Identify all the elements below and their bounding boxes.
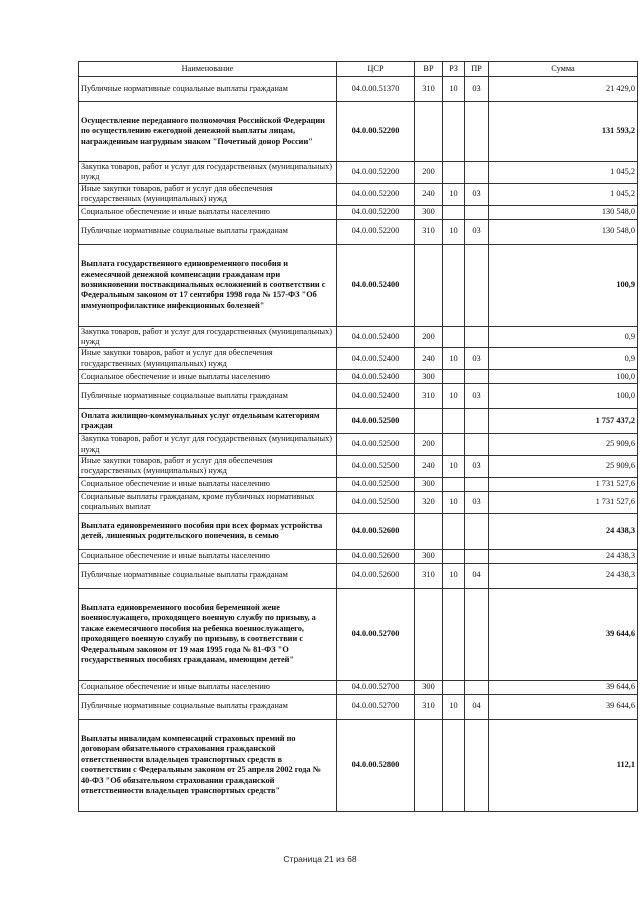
cell-name: Закупка товаров, работ и услуг для государственных (муниципальных) нужд xyxy=(79,434,337,456)
table-row xyxy=(79,205,638,219)
cell-name: Оплата жилищно-коммунальных услуг отдельным категориям граждан xyxy=(79,409,337,434)
cell-pr xyxy=(465,102,489,162)
cell-pr: 04 xyxy=(465,694,489,719)
budget-table xyxy=(78,61,638,812)
cell-csr: 04.0.00.52500 xyxy=(337,491,415,513)
cell-name: Социальное обеспечение и иные выплаты населению xyxy=(79,680,337,694)
table-row xyxy=(79,77,638,102)
cell-rz xyxy=(443,719,465,811)
cell-pr: 03 xyxy=(465,456,489,478)
cell-csr: 04.0.00.52500 xyxy=(337,434,415,456)
cell-pr xyxy=(465,719,489,811)
cell-csr: 04.0.00.52400 xyxy=(337,326,415,348)
cell-csr: 04.0.00.52500 xyxy=(337,456,415,478)
cell-vr xyxy=(415,513,443,549)
cell-csr: 04.0.00.52200 xyxy=(337,102,415,162)
table-row xyxy=(79,694,638,719)
table-body xyxy=(79,77,638,812)
cell-sum: 24 438,3 xyxy=(489,549,638,563)
table-row xyxy=(79,491,638,513)
cell-sum: 1 731 527,6 xyxy=(489,477,638,491)
cell-vr: 310 xyxy=(415,694,443,719)
table-row xyxy=(79,719,638,811)
table-row xyxy=(79,549,638,563)
cell-vr: 200 xyxy=(415,162,443,184)
cell-sum: 0,9 xyxy=(489,326,638,348)
table-row xyxy=(79,162,638,184)
cell-name: Выплата государственного единовременного пособия и ежемесячной денежной компенсации гражданам при возникновении поствакцинальных осложнений в соответствии с Федеральным законом от 17 сентября 1998 года № 157-ФЗ "Об иммунопрофилактике инфекционных болезней" xyxy=(79,244,337,326)
cell-sum: 131 593,2 xyxy=(489,102,638,162)
cell-csr: 04.0.00.52500 xyxy=(337,477,415,491)
cell-pr xyxy=(465,409,489,434)
cell-rz: 10 xyxy=(443,491,465,513)
cell-pr xyxy=(465,434,489,456)
cell-pr: 03 xyxy=(465,77,489,102)
cell-rz xyxy=(443,588,465,680)
cell-csr: 04.0.00.52700 xyxy=(337,680,415,694)
cell-csr: 04.0.00.52200 xyxy=(337,219,415,244)
cell-rz xyxy=(443,162,465,184)
cell-csr: 04.0.00.52400 xyxy=(337,384,415,409)
cell-vr: 240 xyxy=(415,183,443,205)
cell-sum: 130 548,0 xyxy=(489,219,638,244)
cell-sum: 1 045,2 xyxy=(489,162,638,184)
cell-rz xyxy=(443,513,465,549)
cell-name: Иные закупки товаров, работ и услуг для обеспечения государственных (муниципальных) нужд xyxy=(79,348,337,370)
header-vr: ВР xyxy=(415,62,443,77)
cell-name: Иные закупки товаров, работ и услуг для обеспечения государственных (муниципальных) нужд xyxy=(79,183,337,205)
cell-pr xyxy=(465,477,489,491)
cell-vr: 310 xyxy=(415,563,443,588)
cell-name: Публичные нормативные социальные выплаты гражданам xyxy=(79,694,337,719)
cell-csr: 04.0.00.52800 xyxy=(337,719,415,811)
cell-pr xyxy=(465,513,489,549)
cell-csr: 04.0.00.52700 xyxy=(337,588,415,680)
cell-rz xyxy=(443,549,465,563)
cell-pr: 03 xyxy=(465,348,489,370)
cell-name: Публичные нормативные социальные выплаты гражданам xyxy=(79,563,337,588)
cell-csr: 04.0.00.52200 xyxy=(337,205,415,219)
cell-vr: 240 xyxy=(415,348,443,370)
table-row xyxy=(79,456,638,478)
cell-rz xyxy=(443,205,465,219)
cell-sum: 1 731 527,6 xyxy=(489,491,638,513)
cell-vr xyxy=(415,719,443,811)
cell-name: Иные закупки товаров, работ и услуг для обеспечения государственных (муниципальных) нужд xyxy=(79,456,337,478)
table-row xyxy=(79,348,638,370)
cell-vr xyxy=(415,244,443,326)
cell-rz: 10 xyxy=(443,563,465,588)
cell-name: Закупка товаров, работ и услуг для государственных (муниципальных) нужд xyxy=(79,326,337,348)
cell-sum: 100,9 xyxy=(489,244,638,326)
cell-rz: 10 xyxy=(443,348,465,370)
cell-csr: 04.0.00.52600 xyxy=(337,549,415,563)
cell-vr: 300 xyxy=(415,477,443,491)
cell-vr: 310 xyxy=(415,384,443,409)
cell-sum: 130 548,0 xyxy=(489,205,638,219)
cell-csr: 04.0.00.52200 xyxy=(337,183,415,205)
cell-csr: 04.0.00.52400 xyxy=(337,370,415,384)
cell-sum: 39 644,6 xyxy=(489,680,638,694)
cell-rz xyxy=(443,680,465,694)
table-row xyxy=(79,477,638,491)
table-row xyxy=(79,513,638,549)
cell-rz xyxy=(443,244,465,326)
cell-csr: 04.0.00.52500 xyxy=(337,409,415,434)
cell-pr: 03 xyxy=(465,219,489,244)
cell-sum: 25 909,6 xyxy=(489,456,638,478)
cell-rz: 10 xyxy=(443,384,465,409)
cell-vr xyxy=(415,588,443,680)
cell-rz xyxy=(443,370,465,384)
cell-name: Социальное обеспечение и иные выплаты населению xyxy=(79,549,337,563)
cell-pr xyxy=(465,244,489,326)
cell-sum: 21 429,0 xyxy=(489,77,638,102)
cell-sum: 100,0 xyxy=(489,370,638,384)
table-row xyxy=(79,409,638,434)
cell-name: Выплата единовременного пособия при всех формах устройства детей, лишенных родительского попечения, в семью xyxy=(79,513,337,549)
cell-name: Публичные нормативные социальные выплаты гражданам xyxy=(79,219,337,244)
cell-vr xyxy=(415,409,443,434)
cell-sum: 39 644,6 xyxy=(489,694,638,719)
cell-name: Закупка товаров, работ и услуг для государственных (муниципальных) нужд xyxy=(79,162,337,184)
cell-vr: 200 xyxy=(415,326,443,348)
cell-sum: 24 438,3 xyxy=(489,513,638,549)
cell-sum: 100,0 xyxy=(489,384,638,409)
table-row xyxy=(79,384,638,409)
table-row xyxy=(79,102,638,162)
cell-vr: 240 xyxy=(415,456,443,478)
cell-csr: 04.0.00.52400 xyxy=(337,244,415,326)
cell-pr xyxy=(465,205,489,219)
cell-pr xyxy=(465,326,489,348)
table-row xyxy=(79,326,638,348)
cell-name: Социальное обеспечение и иные выплаты населению xyxy=(79,370,337,384)
cell-rz xyxy=(443,477,465,491)
header-csr: ЦСР xyxy=(337,62,415,77)
cell-csr: 04.0.00.52600 xyxy=(337,513,415,549)
header-sum: Сумма xyxy=(489,62,638,77)
cell-vr: 300 xyxy=(415,205,443,219)
cell-pr xyxy=(465,680,489,694)
table-row xyxy=(79,244,638,326)
cell-vr: 300 xyxy=(415,680,443,694)
cell-vr: 300 xyxy=(415,549,443,563)
cell-rz xyxy=(443,434,465,456)
page-number: Страница 21 из 68 xyxy=(283,854,357,864)
cell-sum: 1 045,2 xyxy=(489,183,638,205)
cell-rz: 10 xyxy=(443,183,465,205)
header-name: Наименование xyxy=(79,62,337,77)
cell-rz xyxy=(443,102,465,162)
cell-pr: 03 xyxy=(465,384,489,409)
table-row xyxy=(79,434,638,456)
cell-csr: 04.0.00.51370 xyxy=(337,77,415,102)
cell-pr: 03 xyxy=(465,183,489,205)
header-pr: ПР xyxy=(465,62,489,77)
cell-sum: 1 757 437,2 xyxy=(489,409,638,434)
cell-pr xyxy=(465,162,489,184)
cell-name: Публичные нормативные социальные выплаты гражданам xyxy=(79,77,337,102)
cell-sum: 112,1 xyxy=(489,719,638,811)
cell-sum: 0,9 xyxy=(489,348,638,370)
cell-name: Осуществление переданного полномочия Российской Федерации по осуществлению ежегодной денежной выплаты лицам, награжденным нагрудным знаком "Почетный донор России" xyxy=(79,102,337,162)
cell-name: Социальные выплаты гражданам, кроме публичных нормативных социальных выплат xyxy=(79,491,337,513)
table-row xyxy=(79,680,638,694)
cell-vr: 300 xyxy=(415,370,443,384)
table-row xyxy=(79,370,638,384)
cell-name: Выплаты инвалидам компенсаций страховых премий по договорам обязательного страхования гражданской ответственности владельцев транспортных средств в соответствии с Федеральным законом от 25 апреля 2002 года № 40-ФЗ "Об обязательном страховании гражданской ответственности владельцев транспортных средств" xyxy=(79,719,337,811)
cell-pr: 03 xyxy=(465,491,489,513)
cell-vr: 320 xyxy=(415,491,443,513)
table-header-row xyxy=(79,62,638,77)
cell-rz xyxy=(443,326,465,348)
cell-name: Выплата единовременного пособия беременной жене военнослужащего, проходящего военную службу по призыву, а также ежемесячного пособия на ребенка военнослужащего, проходящего военную службу по призыву, в соответствии с Федеральным законом от 19 мая 1995 года № 81-ФЗ "О государственных пособиях гражданам, имеющим детей" xyxy=(79,588,337,680)
cell-sum: 25 909,6 xyxy=(489,434,638,456)
cell-name: Социальное обеспечение и иные выплаты населению xyxy=(79,205,337,219)
cell-csr: 04.0.00.52600 xyxy=(337,563,415,588)
cell-sum: 24 438,3 xyxy=(489,563,638,588)
table-row xyxy=(79,183,638,205)
cell-vr: 200 xyxy=(415,434,443,456)
cell-vr: 310 xyxy=(415,219,443,244)
table-row xyxy=(79,588,638,680)
cell-sum: 39 644,6 xyxy=(489,588,638,680)
cell-rz: 10 xyxy=(443,456,465,478)
cell-rz: 10 xyxy=(443,219,465,244)
cell-rz xyxy=(443,409,465,434)
table-row xyxy=(79,219,638,244)
table-row xyxy=(79,563,638,588)
cell-csr: 04.0.00.52200 xyxy=(337,162,415,184)
cell-pr xyxy=(465,588,489,680)
cell-csr: 04.0.00.52400 xyxy=(337,348,415,370)
cell-vr: 310 xyxy=(415,77,443,102)
cell-csr: 04.0.00.52700 xyxy=(337,694,415,719)
cell-pr xyxy=(465,370,489,384)
cell-vr xyxy=(415,102,443,162)
cell-pr: 04 xyxy=(465,563,489,588)
cell-pr xyxy=(465,549,489,563)
cell-name: Публичные нормативные социальные выплаты гражданам xyxy=(79,384,337,409)
cell-name: Социальное обеспечение и иные выплаты населению xyxy=(79,477,337,491)
header-rz: РЗ xyxy=(443,62,465,77)
cell-rz: 10 xyxy=(443,77,465,102)
cell-rz: 10 xyxy=(443,694,465,719)
